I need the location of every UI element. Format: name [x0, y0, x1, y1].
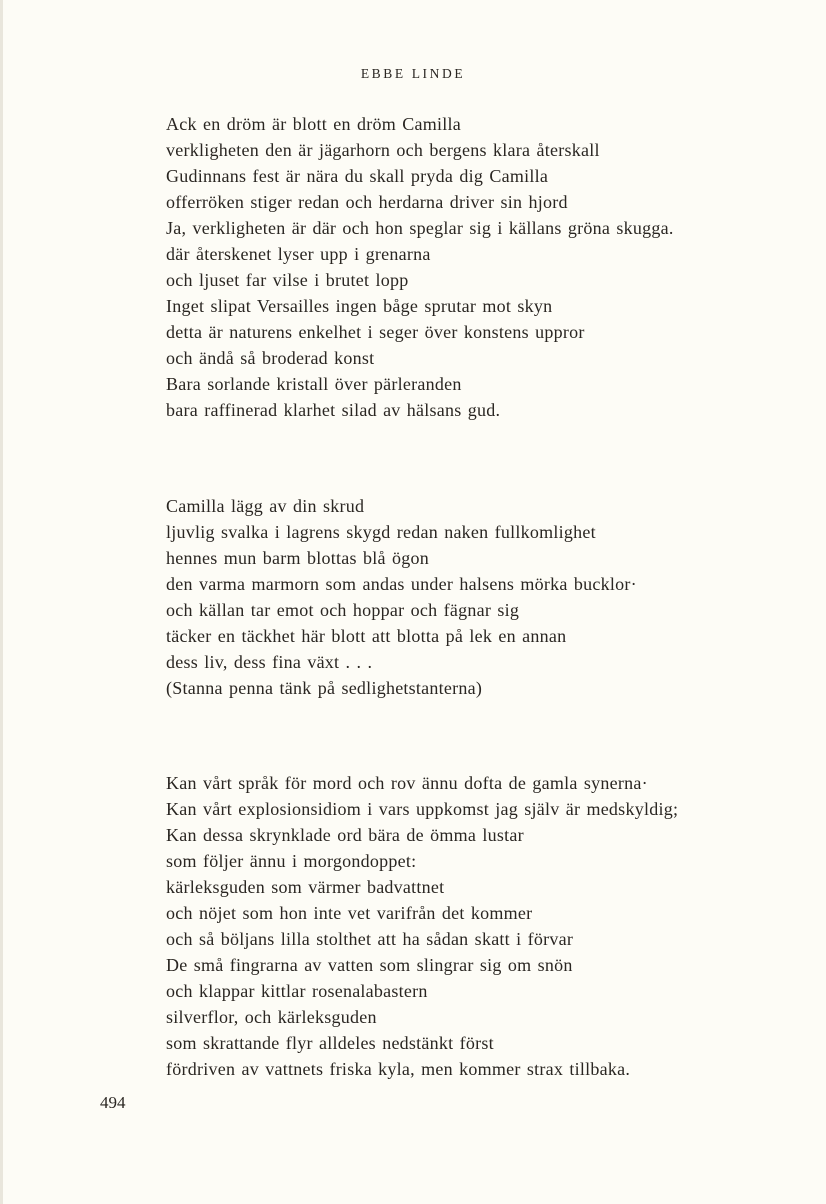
stanza-1	[166, 111, 674, 423]
poem-line: och så böljans lilla stolthet att ha sådan skatt i förvar	[166, 929, 574, 949]
running-head: EBBE LINDE	[360, 66, 466, 81]
poem-line: täcker en täckhet här blott att blotta på lek en annan	[166, 626, 567, 646]
poem-line: hennes mun barm blottas blå ögon	[166, 548, 429, 568]
poem-line: Camilla lägg av din skrud	[166, 496, 365, 516]
stanza-3	[166, 770, 678, 1082]
poem-line: och klappar kittlar rosenalabastern	[166, 981, 428, 1001]
poem-line: där återskenet lyser upp i grenarna	[166, 244, 431, 264]
poem-line: Ack en dröm är blott en dröm Camilla	[166, 114, 461, 134]
poem-line: ljuvlig svalka i lagrens skygd redan naken fullkomlighet	[166, 522, 596, 542]
poem-line: Kan dessa skrynklade ord bära de ömma lustar	[166, 825, 524, 845]
poem-line: Inget slipat Versailles ingen båge sprutar mot skyn	[166, 296, 553, 316]
stanza-2	[166, 493, 637, 701]
page-edge-shadow	[0, 0, 3, 1204]
poem-line: verkligheten den är jägarhorn och bergens klara återskall	[166, 140, 600, 160]
poem-line: De små fingrarna av vatten som slingrar sig om snön	[166, 955, 573, 975]
poem-line: och ljuset far vilse i brutet lopp	[166, 270, 409, 290]
poem-line: som följer ännu i morgondoppet:	[166, 851, 417, 871]
poem-line: kärleksguden som värmer badvattnet	[166, 877, 445, 897]
page-number: 494	[100, 1093, 126, 1112]
poem-line: Ja, verkligheten är där och hon speglar sig i källans gröna skugga.	[166, 218, 674, 238]
poem-line: som skrattande flyr alldeles nedstänkt först	[166, 1033, 494, 1053]
poem-line: den varma marmorn som andas under halsens mörka bucklor·	[166, 574, 637, 594]
poem-line: Gudinnans fest är nära du skall pryda dig Camilla	[166, 166, 549, 186]
poem-line: silverflor, och kärleksguden	[166, 1007, 377, 1027]
poem-line: och nöjet som hon inte vet varifrån det kommer	[166, 903, 533, 923]
poem-line: Kan vårt explosionsidiom i vars uppkomst jag själv är medskyldig;	[166, 799, 679, 819]
poem-line: fördriven av vattnets friska kyla, men kommer strax tillbaka.	[166, 1059, 631, 1079]
poem-line: detta är naturens enkelhet i seger över konstens uppror	[166, 322, 585, 342]
poem-line: (Stanna penna tänk på sedlighetstanterna)	[166, 678, 483, 698]
poem-line: Kan vårt språk för mord och rov ännu dofta de gamla synerna·	[166, 773, 648, 793]
poem-line: bara raffinerad klarhet silad av hälsans gud.	[166, 400, 501, 420]
poem-line: och källan tar emot och hoppar och fägnar sig	[166, 600, 520, 620]
poem-line: offerröken stiger redan och herdarna driver sin hjord	[166, 192, 568, 212]
poem-line: Bara sorlande kristall över pärleranden	[166, 374, 462, 394]
poem-line: dess liv, dess fina växt . . .	[166, 652, 373, 672]
poem-line: och ändå så broderad konst	[166, 348, 375, 368]
